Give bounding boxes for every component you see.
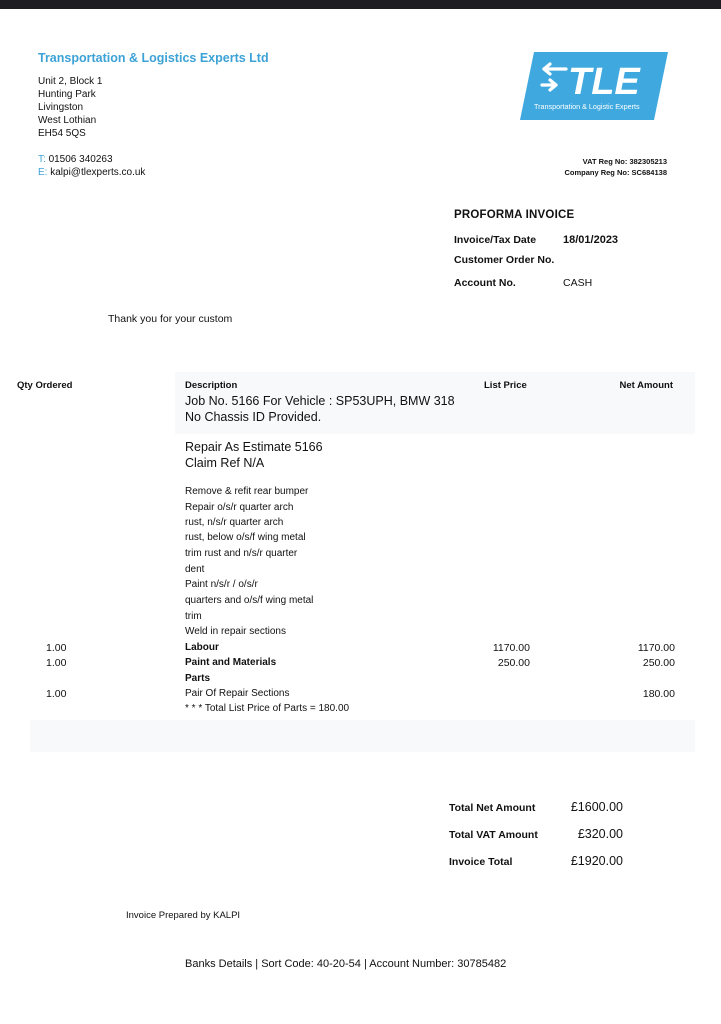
account-number-value: CASH [563, 277, 593, 289]
invoice-total-value: £1920.00 [570, 854, 623, 868]
item-list-price: 1170.00 [492, 642, 530, 654]
total-vat-value: £320.00 [577, 827, 623, 841]
part-net-amount: 180.00 [642, 688, 675, 700]
thank-you-note: Thank you for your custom [108, 313, 233, 325]
work-line: trim rust and n/s/r quarter [185, 548, 298, 559]
item-qty: 1.00 [46, 657, 67, 669]
total-vat-label: Total VAT Amount [449, 829, 538, 841]
part-qty: 1.00 [46, 688, 67, 700]
email-label: E: [38, 167, 48, 178]
work-line: Weld in repair sections [185, 626, 286, 637]
logo-tagline: Transportation & Logistic Experts [534, 102, 640, 111]
column-header-qty: Qty Ordered [17, 380, 73, 391]
work-line: rust, below o/s/f wing metal [185, 532, 306, 543]
tle-logo [520, 52, 668, 120]
column-header-description: Description [185, 380, 238, 391]
work-line: quarters and o/s/f wing metal [185, 595, 314, 606]
item-description: Labour [185, 642, 219, 653]
invoice-date-label: Invoice/Tax Date [454, 234, 537, 246]
top-dark-bar [0, 0, 721, 9]
column-header-list-price: List Price [484, 380, 527, 391]
invoice-total-label: Invoice Total [449, 856, 513, 868]
column-header-net-amount: Net Amount [619, 380, 673, 391]
item-net-amount: 250.00 [642, 657, 675, 669]
job-line: Job No. 5166 For Vehicle : SP53UPH, BMW 318 [185, 394, 455, 408]
address-line: West Lothian [38, 115, 97, 126]
item-net-amount: 1170.00 [637, 642, 675, 654]
company-reg-number: Company Reg No: SC684138 [564, 168, 667, 177]
email-value: kalpi@tlexperts.co.uk [50, 167, 146, 178]
prepared-by: Invoice Prepared by KALPI [126, 910, 241, 921]
vat-reg-number: VAT Reg No: 382305213 [582, 157, 667, 166]
estimate-line: Repair As Estimate 5166 [185, 440, 323, 454]
claim-line: Claim Ref N/A [185, 456, 265, 470]
chassis-line: No Chassis ID Provided. [185, 410, 322, 424]
total-net-value: £1600.00 [570, 800, 623, 814]
work-line: rust, n/s/r quarter arch [185, 517, 284, 528]
phone-value: 01506 340263 [48, 154, 113, 165]
company-address [38, 75, 102, 140]
footer-background [30, 720, 695, 752]
work-line: Repair o/s/r quarter arch [185, 502, 294, 513]
work-line: trim [185, 611, 202, 622]
invoice-title: PROFORMA INVOICE [454, 209, 575, 221]
invoice-date-value: 18/01/2023 [563, 234, 619, 246]
parts-heading: Parts [185, 673, 211, 684]
bank-details: Banks Details | Sort Code: 40-20-54 | Account Number: 30785482 [185, 958, 507, 970]
address-line: Hunting Park [38, 89, 96, 100]
work-line: dent [185, 564, 205, 575]
company-email [38, 167, 145, 178]
parts-total-note: * * * Total List Price of Parts = 180.00 [185, 703, 350, 714]
work-line: Paint n/s/r / o/s/r [185, 579, 258, 590]
address-line: Livingston [38, 102, 84, 113]
company-phone [38, 154, 113, 165]
address-line: EH54 5QS [38, 128, 86, 139]
phone-label: T: [38, 154, 46, 165]
total-net-label: Total Net Amount [449, 802, 536, 814]
logo-text: TLE [568, 61, 640, 103]
item-description: Paint and Materials [185, 657, 277, 668]
item-qty: 1.00 [46, 642, 67, 654]
work-line: Remove & refit rear bumper [185, 486, 309, 497]
address-line: Unit 2, Block 1 [38, 76, 103, 87]
company-name: Transportation & Logistics Experts Ltd [38, 51, 269, 65]
item-list-price: 250.00 [497, 657, 530, 669]
customer-order-label: Customer Order No. [454, 254, 555, 266]
account-number-label: Account No. [454, 277, 516, 289]
part-description: Pair Of Repair Sections [185, 688, 290, 699]
